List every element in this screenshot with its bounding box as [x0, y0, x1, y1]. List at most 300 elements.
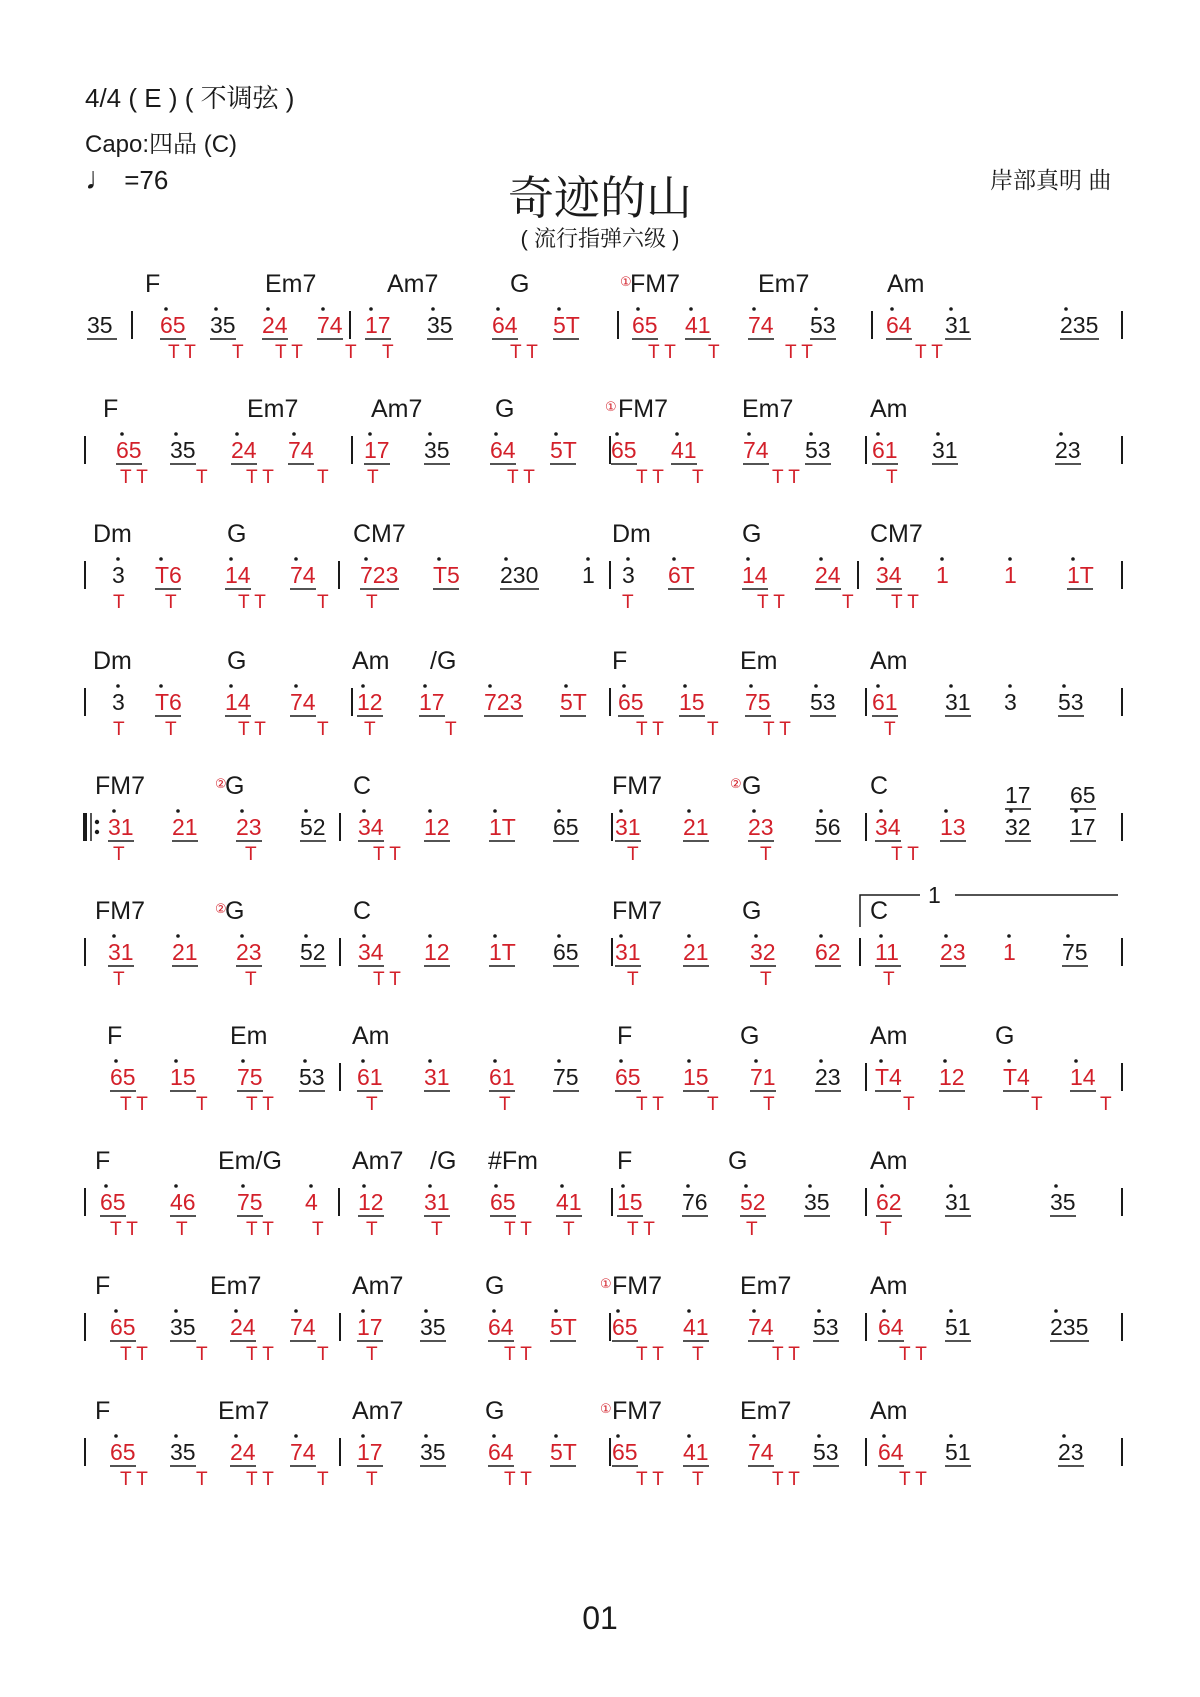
octave-dot [159, 684, 163, 688]
thumb-tab-mark: T [707, 1094, 719, 1115]
jianpu-note: 21 [683, 814, 709, 840]
jianpu-note: 31 [945, 689, 971, 715]
jianpu-note: 61 [357, 1064, 383, 1090]
octave-dot [949, 1434, 953, 1438]
string-marker: ① [600, 1276, 612, 1291]
thumb-tab-mark: T [366, 1344, 378, 1365]
chord-symbol: Am7 [352, 1272, 404, 1300]
thumb-tab-mark: T T [636, 719, 664, 740]
thumb-tab-mark: T T [373, 844, 401, 865]
octave-dot [266, 307, 270, 311]
octave-dot [361, 684, 365, 688]
string-marker: ① [605, 399, 617, 414]
jianpu-note: 75 [1062, 939, 1088, 965]
octave-dot [1066, 934, 1070, 938]
jianpu-note: 24 [230, 1314, 256, 1340]
tempo-value: =76 [124, 165, 169, 195]
thumb-tab-mark: T [763, 1094, 775, 1115]
octave-dot [949, 307, 953, 311]
octave-dot [557, 1059, 561, 1063]
octave-dot [944, 934, 948, 938]
octave-dot [752, 809, 756, 813]
thumb-tab-mark: T T [246, 1344, 274, 1365]
jianpu-note: 65 [612, 1314, 638, 1340]
octave-dot [494, 432, 498, 436]
octave-dot [292, 432, 296, 436]
jianpu-note: 17 [357, 1314, 383, 1340]
thumb-tab-mark: T [366, 1094, 378, 1115]
thumb-tab-mark: T [563, 1219, 575, 1240]
octave-dot [619, 1059, 623, 1063]
chord-symbol: Am [352, 1022, 390, 1050]
octave-dot [557, 307, 561, 311]
jianpu-note: 23 [236, 939, 262, 965]
thumb-tab-mark: T T [246, 1094, 274, 1115]
jianpu-note: 65 [615, 1064, 641, 1090]
chord-symbol: #Fm [488, 1147, 538, 1175]
jianpu-note: 51 [945, 1439, 971, 1465]
octave-dot [294, 1309, 298, 1313]
jianpu-note: 23 [1058, 1439, 1084, 1465]
jianpu-note: 75 [745, 689, 771, 715]
octave-dot [309, 1184, 313, 1188]
thumb-tab-mark: T [692, 1344, 704, 1365]
chord-symbol: Am [870, 395, 908, 423]
jianpu-note: 12 [357, 689, 383, 715]
jianpu-note: 65 [110, 1064, 136, 1090]
jianpu-note: 14 [1070, 1064, 1096, 1090]
octave-dot [819, 1059, 823, 1063]
thumb-tab-mark: T T [636, 467, 664, 488]
chord-symbol: Em [740, 647, 778, 675]
octave-dot [369, 307, 373, 311]
volta-bracket [860, 895, 920, 927]
thumb-tab-mark: T [707, 719, 719, 740]
jianpu-note: 17 [357, 1439, 383, 1465]
jianpu-note: 75 [237, 1064, 263, 1090]
octave-dot [819, 809, 823, 813]
jianpu-note: 41 [556, 1189, 582, 1215]
octave-dot [808, 1184, 812, 1188]
string-marker: ① [600, 1401, 612, 1416]
jianpu-note: 41 [683, 1439, 709, 1465]
thumb-tab-mark: T [317, 1344, 329, 1365]
chord-symbol: Dm [93, 520, 132, 548]
quarter-note-icon: ♩ [85, 160, 117, 196]
song-subtitle: ( 流行指弹六级 ) [520, 226, 680, 251]
octave-dot [174, 1059, 178, 1063]
chord-symbol: Dm [93, 647, 132, 675]
thumb-tab-mark: T T [120, 467, 148, 488]
jianpu-note: 76 [682, 1189, 708, 1215]
string-marker: ② [730, 776, 742, 791]
jianpu-note: 64 [886, 312, 912, 338]
octave-dot [882, 1434, 886, 1438]
chord-symbol: Am [887, 270, 925, 298]
jianpu-note: 24 [231, 437, 257, 463]
jianpu-note: 1T [489, 939, 516, 965]
octave-dot [554, 432, 558, 436]
jianpu-note: 5T [550, 1314, 577, 1340]
octave-dot [240, 934, 244, 938]
chord-symbol: G [742, 772, 762, 800]
octave-dot [752, 1434, 756, 1438]
jianpu-note: 53 [299, 1064, 325, 1090]
thumb-tab-mark: T T [246, 1469, 274, 1490]
chord-symbol: G [742, 520, 762, 548]
octave-dot [423, 684, 427, 688]
thumb-tab-mark: T [345, 342, 357, 363]
jianpu-note: 35 [427, 312, 453, 338]
octave-dot [1008, 557, 1012, 561]
chord-symbol: Em7 [247, 395, 299, 423]
chord-symbol: C [870, 772, 889, 800]
jianpu-note: 61 [489, 1064, 515, 1090]
thumb-tab-mark: T [113, 844, 125, 865]
octave-dot [120, 432, 124, 436]
thumb-tab-mark: T [165, 592, 177, 613]
octave-dot [174, 1434, 178, 1438]
thumb-tab-mark: T [196, 1094, 208, 1115]
chord-symbol: Am7 [352, 1147, 404, 1175]
jianpu-note: 65 [110, 1439, 136, 1465]
thumb-tab-mark: T [842, 592, 854, 613]
thumb-tab-mark: T T [636, 1094, 664, 1115]
jianpu-note: 14 [225, 562, 251, 588]
chord-symbol: Em7 [740, 1272, 792, 1300]
thumb-tab-mark: T [627, 844, 639, 865]
octave-dot [687, 1059, 691, 1063]
jianpu-note: 74 [290, 1439, 316, 1465]
thumb-tab-mark: T [176, 1219, 188, 1240]
jianpu-note: 31 [424, 1064, 450, 1090]
thumb-tab-mark: T T [772, 467, 800, 488]
thumb-tab-mark: T T [507, 467, 535, 488]
string-marker: ① [620, 274, 632, 289]
chord-symbol: F [95, 1147, 111, 1175]
jianpu-note: 21 [683, 939, 709, 965]
thumb-tab-mark: T [113, 592, 125, 613]
chord-symbol: Em7 [758, 270, 810, 298]
octave-dot [493, 934, 497, 938]
jianpu-note: 53 [813, 1439, 839, 1465]
octave-dot [304, 934, 308, 938]
jianpu-note: 5T [550, 437, 577, 463]
jianpu-note: 21 [172, 814, 198, 840]
jianpu-note: 14 [225, 689, 251, 715]
chord-symbol: G [225, 897, 245, 925]
octave-dot [112, 809, 116, 813]
jianpu-note: 17 [1070, 814, 1096, 840]
jianpu-note: 3 [112, 689, 125, 715]
chord-symbol: Em7 [218, 1397, 270, 1425]
octave-dot [879, 809, 883, 813]
chord-symbol: G [742, 897, 762, 925]
jianpu-note: 41 [685, 312, 711, 338]
jianpu-note: 24 [230, 1439, 256, 1465]
octave-dot [1054, 1309, 1058, 1313]
octave-dot [746, 557, 750, 561]
jianpu-note: 34 [875, 814, 901, 840]
jianpu-note: 64 [492, 312, 518, 338]
octave-dot [817, 1309, 821, 1313]
octave-dot [361, 1309, 365, 1313]
jianpu-note: 17 [364, 437, 390, 463]
jianpu-note: 35 [420, 1439, 446, 1465]
jianpu-note: 12 [424, 939, 450, 965]
jianpu-note: 32 [1005, 814, 1031, 840]
octave-dot [687, 1434, 691, 1438]
jianpu-note: 23 [815, 1064, 841, 1090]
octave-dot [104, 1184, 108, 1188]
octave-dot [876, 432, 880, 436]
thumb-tab-mark: T T [504, 1219, 532, 1240]
octave-dot [361, 1434, 365, 1438]
jianpu-note: 235 [1060, 312, 1099, 338]
chord-symbol: FM7 [612, 1272, 662, 1300]
jianpu-note: 75 [553, 1064, 579, 1090]
capo-info: Capo:四品 (C) [85, 131, 238, 158]
thumb-tab-mark: T T [120, 1344, 148, 1365]
thumb-tab-mark: T [692, 467, 704, 488]
octave-dot [880, 557, 884, 561]
chord-symbol: Em7 [742, 395, 794, 423]
octave-dot [428, 1059, 432, 1063]
jianpu-note: 235 [1050, 1314, 1089, 1340]
octave-dot [557, 934, 561, 938]
octave-dot [687, 934, 691, 938]
thumb-tab-mark: T [317, 719, 329, 740]
jianpu-note: 53 [810, 689, 836, 715]
thumb-tab-mark: T [499, 1094, 511, 1115]
jianpu-note: 31 [932, 437, 958, 463]
string-marker: ② [215, 776, 227, 791]
octave-dot [304, 809, 308, 813]
octave-dot [116, 684, 120, 688]
jianpu-note: 15 [679, 689, 705, 715]
octave-dot [241, 1059, 245, 1063]
jianpu-note: 24 [262, 312, 288, 338]
jianpu-note: 64 [878, 1314, 904, 1340]
octave-dot [174, 432, 178, 436]
thumb-tab-mark: T [760, 969, 772, 990]
chord-symbol: /G [430, 647, 457, 675]
thumb-tab-mark: T T [636, 1344, 664, 1365]
octave-dot [229, 557, 233, 561]
octave-dot [428, 432, 432, 436]
octave-dot [683, 684, 687, 688]
octave-dot [621, 1184, 625, 1188]
octave-dot [240, 809, 244, 813]
octave-dot [687, 1309, 691, 1313]
octave-dot [754, 934, 758, 938]
octave-dot [1059, 432, 1063, 436]
chord-symbol: Em/G [218, 1147, 282, 1175]
octave-dot [1062, 1434, 1066, 1438]
jianpu-note: 12 [358, 1189, 384, 1215]
jianpu-note: 34 [358, 814, 384, 840]
thumb-tab-mark: T T [891, 844, 919, 865]
jianpu-note: 12 [939, 1064, 965, 1090]
octave-dot [241, 1184, 245, 1188]
thumb-tab-mark: T T [627, 1219, 655, 1240]
jianpu-note: 74 [290, 562, 316, 588]
octave-dot [616, 1434, 620, 1438]
chord-symbol: F [95, 1272, 111, 1300]
octave-dot [752, 1309, 756, 1313]
repeat-dot [95, 830, 99, 834]
octave-dot [174, 1309, 178, 1313]
thumb-tab-mark: T [760, 844, 772, 865]
thumb-tab-mark: T T [510, 342, 538, 363]
thumb-tab-mark: T [886, 467, 898, 488]
thumb-tab-mark: T [366, 592, 378, 613]
jianpu-note: 61 [872, 689, 898, 715]
octave-dot [615, 432, 619, 436]
octave-dot [362, 1184, 366, 1188]
octave-dot [428, 809, 432, 813]
octave-dot [814, 307, 818, 311]
octave-dot [1064, 307, 1068, 311]
thumb-tab-mark: T [884, 719, 896, 740]
octave-dot [494, 1184, 498, 1188]
jianpu-note: 65 [490, 1189, 516, 1215]
thumb-tab-mark: T [692, 1469, 704, 1490]
chord-symbol: Am [870, 1147, 908, 1175]
chord-symbol: Am [870, 647, 908, 675]
thumb-tab-mark: T [382, 342, 394, 363]
jianpu-note: 11 [875, 939, 899, 965]
octave-dot [949, 1309, 953, 1313]
octave-dot [1054, 1184, 1058, 1188]
jianpu-note: 65 [110, 1314, 136, 1340]
octave-dot [488, 684, 492, 688]
octave-dot [504, 557, 508, 561]
jianpu-note: 3 [622, 562, 635, 588]
thumb-tab-mark: T [627, 969, 639, 990]
thumb-tab-mark: T T [504, 1344, 532, 1365]
thumb-tab-mark: T T [504, 1469, 532, 1490]
jianpu-note: 64 [488, 1314, 514, 1340]
octave-dot [616, 1309, 620, 1313]
jianpu-note: 65 [612, 1439, 638, 1465]
octave-dot [675, 432, 679, 436]
chord-symbol: F [612, 647, 628, 675]
song-title: 奇迹的山 [508, 171, 692, 225]
thumb-tab-mark: T T [757, 592, 785, 613]
octave-dot [428, 934, 432, 938]
jianpu-note: 35 [1050, 1189, 1076, 1215]
octave-dot [814, 684, 818, 688]
thumb-tab-mark: T [196, 1469, 208, 1490]
octave-dot [626, 557, 630, 561]
thumb-tab-mark: T T [915, 342, 943, 363]
chord-symbol: F [145, 270, 161, 298]
octave-dot [424, 1434, 428, 1438]
chord-symbol: Em [230, 1022, 268, 1050]
jianpu-note: 71 [750, 1064, 776, 1090]
thumb-tab-mark: T [1100, 1094, 1112, 1115]
jianpu-note: 32 [750, 939, 776, 965]
jianpu-note: 65 [553, 939, 579, 965]
thumb-tab-mark: T [312, 1219, 324, 1240]
octave-dot [880, 1184, 884, 1188]
jianpu-note: 24 [815, 562, 841, 588]
chord-symbol: C [353, 897, 372, 925]
octave-dot [116, 557, 120, 561]
octave-dot [949, 684, 953, 688]
octave-dot [687, 809, 691, 813]
jianpu-note: 3 [1004, 689, 1017, 715]
chord-symbol: F [103, 395, 119, 423]
jianpu-note: 65 [100, 1189, 126, 1215]
octave-dot [819, 934, 823, 938]
octave-dot [492, 1434, 496, 1438]
thumb-tab-mark: T [113, 969, 125, 990]
jianpu-note: 5T [550, 1439, 577, 1465]
jianpu-note: 15 [683, 1064, 709, 1090]
thumb-tab-mark: T [366, 1469, 378, 1490]
thumb-tab-mark: T T [275, 342, 303, 363]
jianpu-note: 74 [288, 437, 314, 463]
octave-dot [368, 432, 372, 436]
jianpu-note: 1 [582, 562, 595, 588]
jianpu-note: 23 [940, 939, 966, 965]
octave-dot [749, 684, 753, 688]
octave-dot [949, 1184, 953, 1188]
chord-symbol: C [353, 772, 372, 800]
thumb-tab-mark: T T [899, 1469, 927, 1490]
octave-dot [554, 1434, 558, 1438]
jianpu-note: 65 [632, 312, 658, 338]
jianpu-note: 31 [615, 814, 641, 840]
chord-symbol: F [617, 1147, 633, 1175]
octave-dot [114, 1059, 118, 1063]
octave-dot [303, 1059, 307, 1063]
jianpu-note: T4 [1003, 1064, 1030, 1090]
chord-symbol: Am [870, 1272, 908, 1300]
octave-dot [362, 809, 366, 813]
thumb-tab-mark: T T [246, 467, 274, 488]
page-number: 01 [582, 1600, 618, 1636]
thumb-tab-mark: T T [785, 342, 813, 363]
chord-symbol: G [485, 1397, 505, 1425]
octave-dot [431, 307, 435, 311]
jianpu-note: 23 [1055, 437, 1081, 463]
chord-symbol: Am7 [371, 395, 423, 423]
thumb-tab-mark: T T [763, 719, 791, 740]
jianpu-note: 35 [170, 1314, 196, 1340]
octave-dot [619, 934, 623, 938]
octave-dot [159, 557, 163, 561]
jianpu-note: 53 [805, 437, 831, 463]
thumb-tab-mark: T T [636, 1469, 664, 1490]
thumb-tab-mark: T T [110, 1219, 138, 1240]
jianpu-note: 1T [489, 814, 516, 840]
jianpu-note: 23 [748, 814, 774, 840]
thumb-tab-mark: T [232, 342, 244, 363]
thumb-tab-mark: T T [373, 969, 401, 990]
octave-dot [229, 684, 233, 688]
jianpu-note: 65 [553, 814, 579, 840]
jianpu-note: 74 [290, 689, 316, 715]
jianpu-note: 65 [116, 437, 142, 463]
octave-dot [1071, 557, 1075, 561]
jianpu-note: 64 [878, 1439, 904, 1465]
octave-dot [234, 1309, 238, 1313]
chord-symbol: FM7 [95, 897, 145, 925]
chord-symbol: FM7 [612, 772, 662, 800]
